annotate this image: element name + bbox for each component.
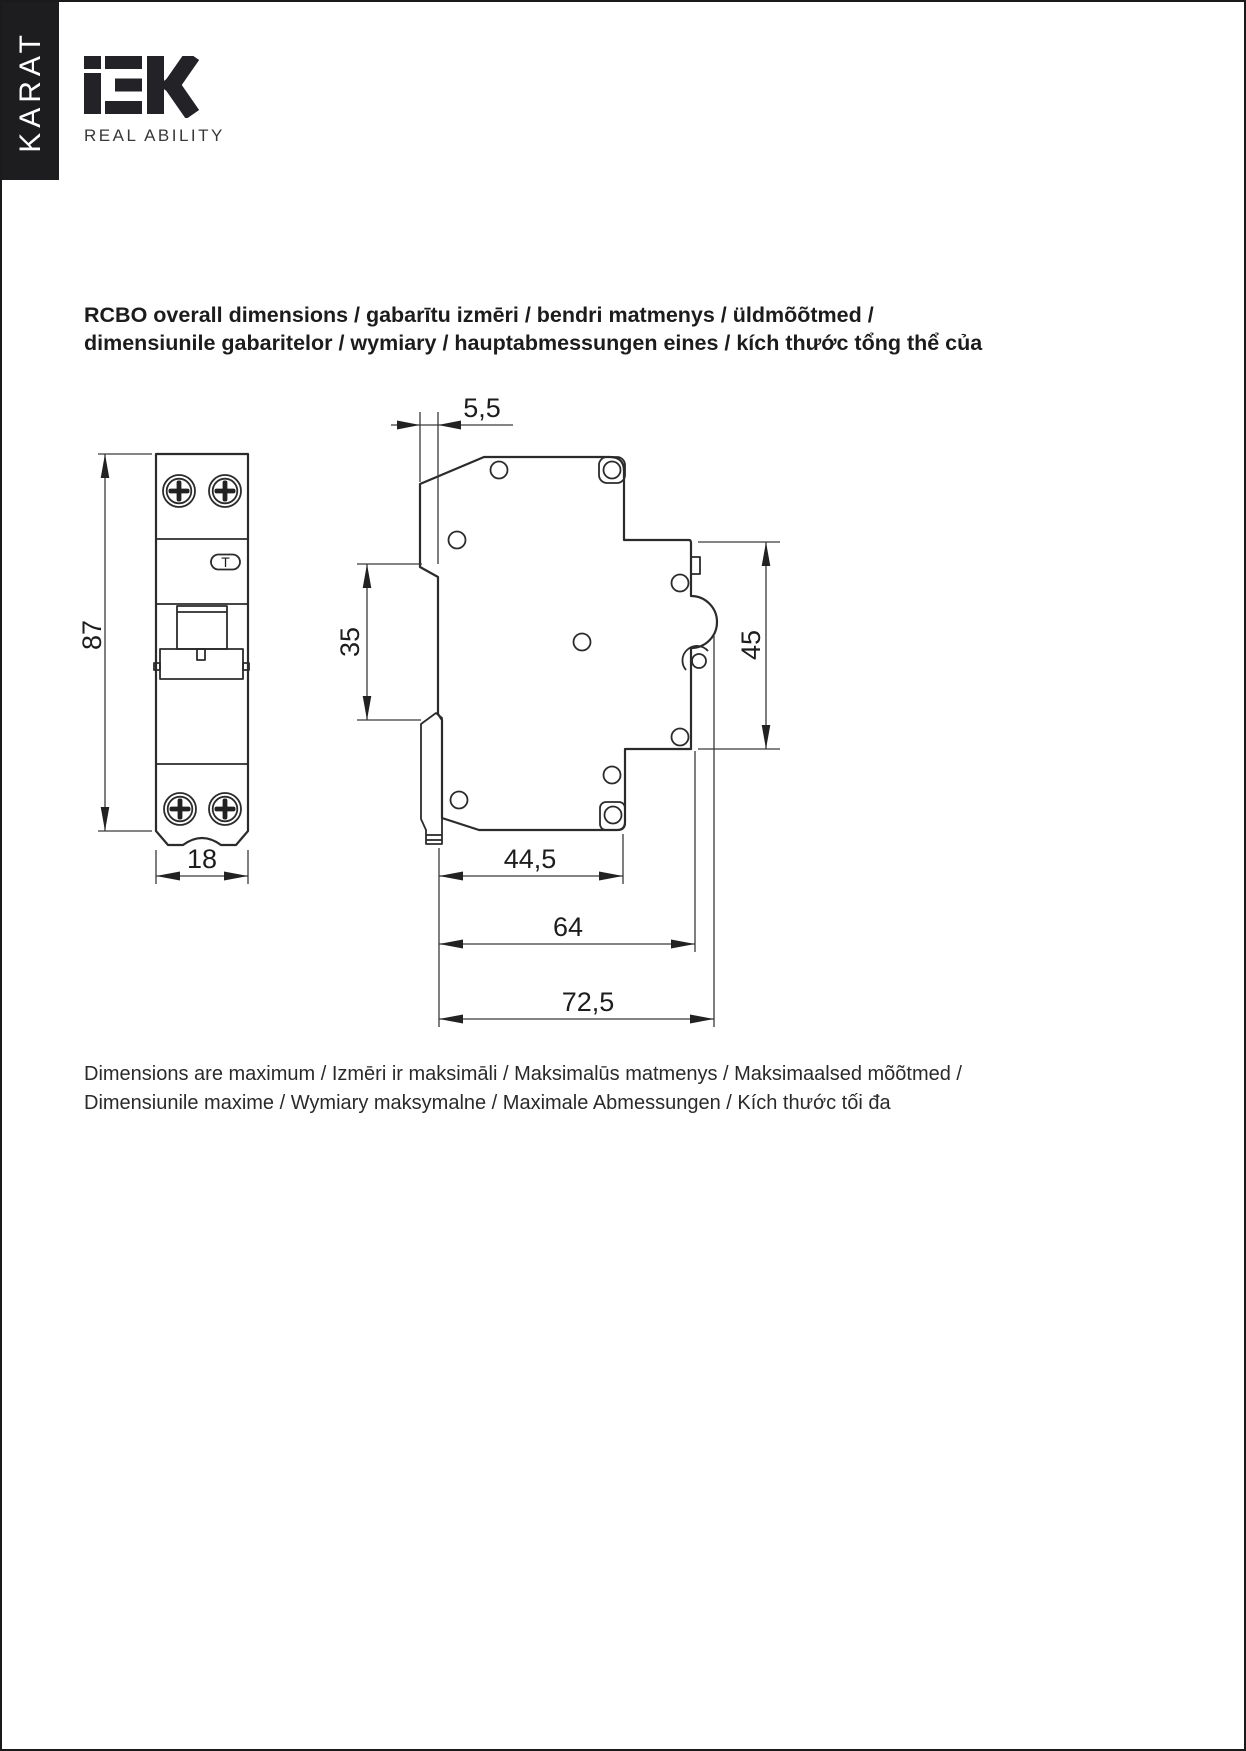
dim-front-height	[77, 454, 152, 831]
side-body-outline	[420, 457, 717, 830]
dim-depth-total	[439, 636, 714, 1027]
dim-rear-height	[698, 542, 780, 749]
footer-line-1: Dimensions are maximum / Izmēri ir maksimāli / Maksimalūs matmenys / Maksimaalsed mõõtmed /	[84, 1063, 962, 1085]
footer-note	[84, 1060, 1104, 1118]
dim-label-72-5: 72,5	[561, 987, 615, 1017]
dimension-callouts	[77, 393, 780, 1027]
dim-label-5-5: 5,5	[463, 393, 501, 423]
screw-bottom-right	[209, 793, 241, 825]
test-button	[211, 554, 240, 570]
rivet-holes	[449, 462, 689, 809]
karat-brand-text: KARAT	[13, 29, 47, 153]
title-line-2: dimensiunile gabaritelor / wymiary / hauptabmessungen eines / kích thước tổng thể của	[84, 331, 983, 355]
side-view	[420, 457, 717, 844]
dim-depth-mid	[439, 751, 695, 952]
dim-label-64: 64	[552, 912, 584, 942]
din-clip	[421, 713, 442, 844]
test-button-label: T	[221, 554, 230, 570]
din-latch-pin	[692, 654, 706, 668]
screw-top-left	[163, 475, 195, 507]
technical-drawing	[2, 2, 1246, 1751]
dim-label-45: 45	[736, 629, 766, 661]
logo-tagline: REAL ABILITY	[84, 126, 225, 145]
toggle-switch	[154, 606, 249, 679]
footer-line-2: Dimensiunile maxime / Wymiary maksymalne / Maximale Abmessungen / Kích thước tối đa	[84, 1092, 891, 1114]
front-view	[154, 454, 249, 845]
dim-label-44-5: 44,5	[503, 844, 557, 874]
dim-label-87: 87	[77, 619, 107, 651]
title-line-1: RCBO overall dimensions / gabarītu izmēri / bendri matmenys / üldmõõtmed /	[84, 303, 874, 327]
dim-din-slot	[335, 564, 422, 720]
screw-bottom-left	[164, 793, 196, 825]
screw-top-right	[209, 475, 241, 507]
dim-label-18: 18	[186, 844, 218, 874]
dim-front-protrusion	[391, 393, 513, 564]
dim-front-width	[156, 844, 248, 884]
dim-label-35: 35	[335, 626, 365, 658]
dim-depth-terminal	[439, 834, 623, 884]
rear-tab	[691, 557, 700, 574]
